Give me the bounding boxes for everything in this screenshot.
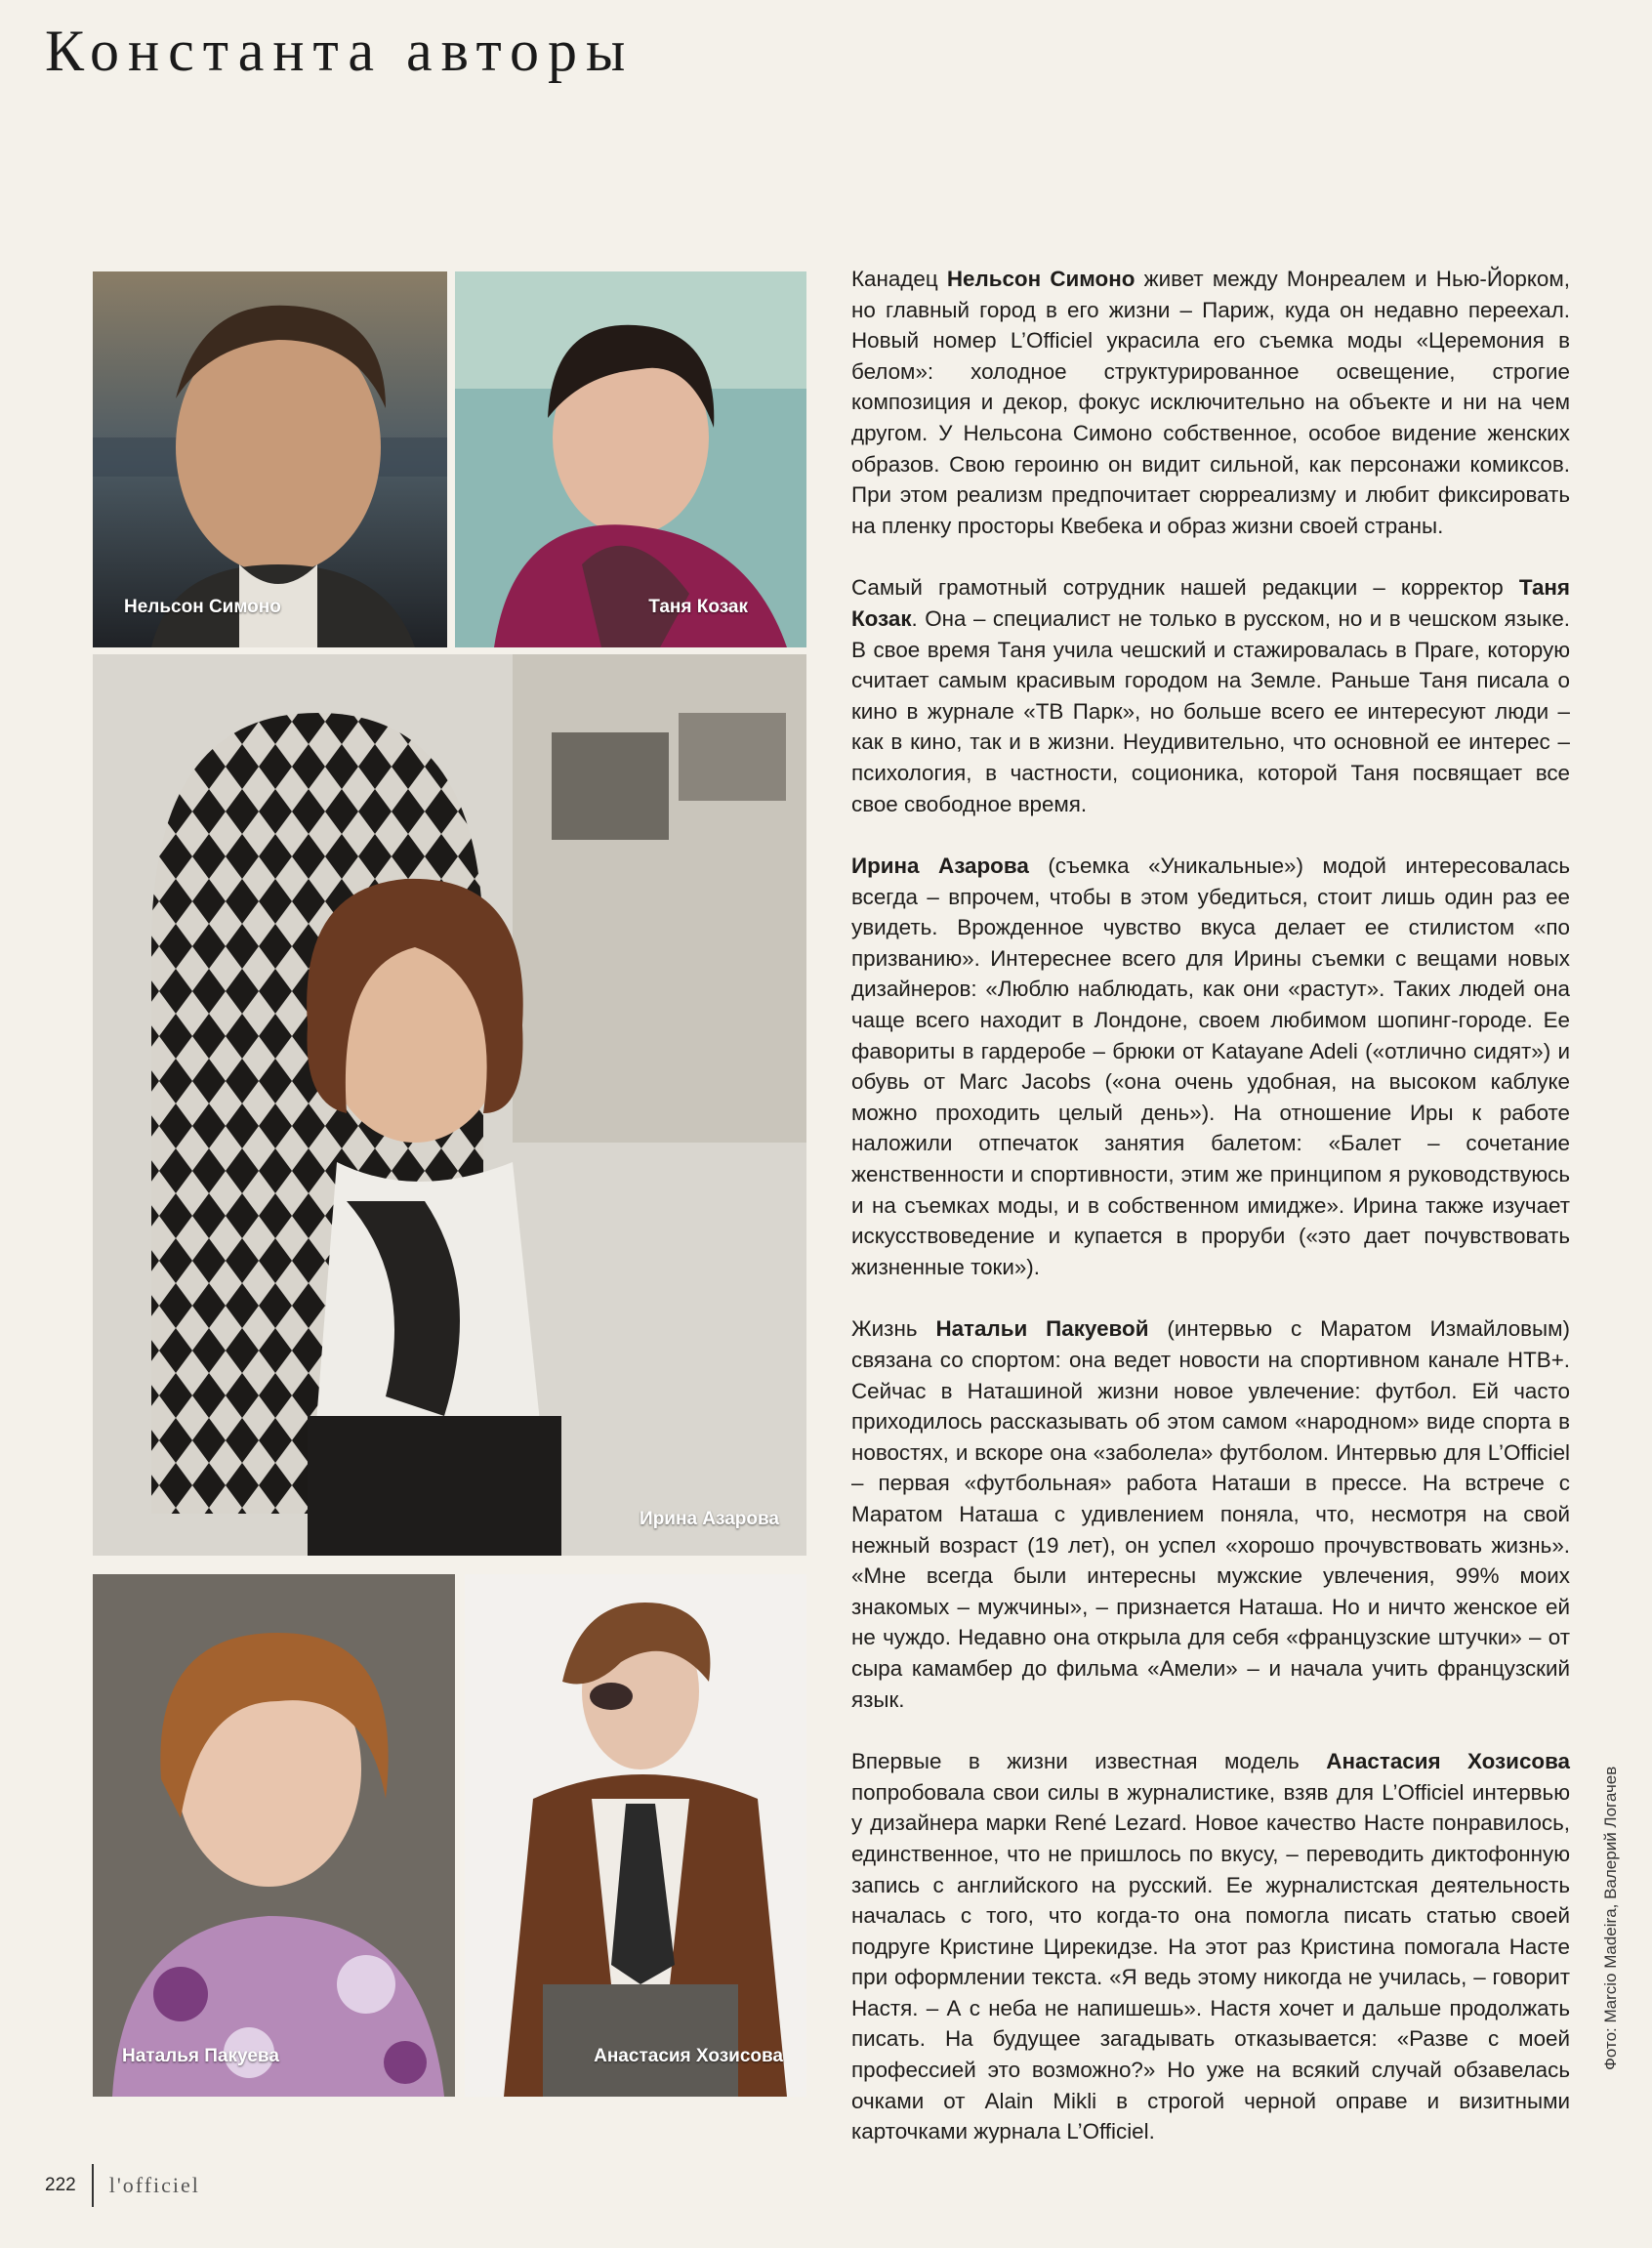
- portrait-woman-standing-illustration: [93, 654, 806, 1556]
- author-name: Натальи Пакуевой: [935, 1316, 1149, 1342]
- photo-anastasia-khozisova: [465, 1574, 806, 2097]
- page-number: 222: [45, 2175, 76, 2195]
- author-name: Анастасия Хозисова: [1326, 1749, 1570, 1774]
- photo-caption: Наталья Пакуева: [122, 2046, 279, 2066]
- author-name: Таня Козак: [851, 575, 1570, 631]
- paragraph-nelson: Канадец Нельсон Симоно живет между Монреалем и Нью-Йорком, но главный город в его жизни – Париж, куда он недавно переехал. Новый номер L’Officiel украсила его съемка моды «Церемония в белом»: холодное структурированное освещение, строгие композиция и декор, фокус исключительно на объекте и ни на чем другом. У Нельсона Симоно собственное, особое видение женских образов. Свою героиню он видит сильной, как персонажи комиксов. При этом реализм предпочитает сюрреализму и любит фиксировать на пленку просторы Квебека и образ жизни своей страны.: [851, 267, 1570, 538]
- paragraph-tanya: Самый грамотный сотрудник нашей редакции – корректор Таня Козак. Она – специалист не только в русском, но и в чешском языке. В свое время Таня учила чешский и стажировалась в Праге, которую считает самым красивым городом на Земле. Раньше Таня писала о кино в журнале «ТВ Парк», но больше всего ее интересуют люди – как в кино, так и в жизни. Неудивительно, что основной ее интерес – психология, в частности, соционика, которой Таня посвящает все свое свободное время.: [851, 575, 1570, 816]
- photo-nelson-simono: [93, 271, 447, 647]
- photo-natalya-pakueva: [93, 1574, 455, 2097]
- author-name: Ирина Азарова: [851, 853, 1029, 879]
- article-body: [851, 264, 1570, 2179]
- photo-caption: Ирина Азарова: [640, 1509, 779, 1529]
- portrait-woman-illustration: [455, 271, 806, 647]
- photo-caption: Таня Козак: [648, 597, 748, 617]
- magazine-logo: l'officiel: [108, 2173, 200, 2197]
- photo-caption: Анастасия Хозисова: [594, 2046, 783, 2066]
- photo-caption: Нельсон Симоно: [124, 597, 281, 617]
- photo-irina-azarova: [93, 654, 806, 1556]
- portrait-man-illustration: [93, 271, 447, 647]
- paragraph-anastasia: Впервые в жизни известная модель Анастасия Хозисова попробовала свои силы в журналистике, взяв для L’Officiel интервью у дизайнера марки René Lezard. Новое качество Насте понравилось, единственное, что не пришлось по вкусу, – переводить диктофонную запись с английского на русский. Ее журналистская деятельность началась с того, что когда-то она помогла писать статью своей подруге Кристине Цирекидзе. На этот раз Кристина помогала Насте при оформлении текста. «Я ведь этому никогда не училась, – говорит Настя. – А с неба не напишешь». Настя хочет и дальше продолжать писать. На будущее загадывать отказывается: «Разве с моей профессией это возможно?» Но уже на всякий случай обзавелась очками от Alain Mikli в строгой черной оправе и визитными карточками журнала L’Officiel.: [851, 1749, 1570, 2144]
- paragraph-natalya: Жизнь Натальи Пакуевой (интервью с Маратом Измайловым) связана со спортом: она ведет новости на спортивном канале НТВ+. Сейчас в Наташиной жизни новое увлечение: футбол. Ей часто приходилось рассказывать об этом самом «народном» виде спорта в новостях, и вскоре она «заболела» футболом. Интервью для L’Officiel – первая «футбольная» работа Наташи в прессе. На встрече с Маратом Наташа с удивлением поняла, что, несмотря на свой нежный возраст (19 лет), он успел «хорошо прочувствовать жизнь». «Мне всегда были интересны мужские увлечения, 99% моих знакомых – мужчины», – признается Наташа. Но и ничто женское ей не чуждо. Недавно она открыла для себя «французские штучки» – от сыра камамбер до фильма «Амели» – и начала учить французский язык.: [851, 1316, 1571, 1712]
- photo-tanya-kozak: [455, 271, 806, 647]
- page-footer: [45, 2166, 200, 2205]
- page-title: Константа авторы: [45, 19, 635, 83]
- footer-divider: [92, 2164, 94, 2207]
- portrait-model-runway-illustration: [465, 1574, 806, 2097]
- paragraph-irina: Ирина Азарова (съемка «Уникальные») модой интересовалась всегда – впрочем, чтобы в этом убедиться, стоит лишь один раз ее увидеть. Врожденное чувство вкуса делает ее стилистом «по призванию». Интереснее всего для Ирины съемки с вещами новых дизайнеров: «Люблю наблюдать, как они «растут». Таких людей она чаще всего находит в Лондоне, своем любимом шопинг-городе. Ее фавориты в гардеробе – брюки от Katayane Adeli («отлично сидят») и обувь от Marc Jacobs («она очень удобная, на высоком каблуке можно проходить целый день»). На отношение Иры к работе наложили отпечаток занятия балетом: «Балет – сочетание женственности и спортивности, этим же принципом я руководствуюсь и на съемках моды, и в собственном имидже». Ирина также изучает искусствоведение и купается в проруби («это дает почувствовать жизненные токи»).: [851, 853, 1571, 1279]
- photo-credit: Фото: Marcio Madeira, Валерий Логачев: [1601, 1766, 1620, 2070]
- author-name: Нельсон Симоно: [946, 267, 1136, 291]
- portrait-woman-floral-illustration: [93, 1574, 455, 2097]
